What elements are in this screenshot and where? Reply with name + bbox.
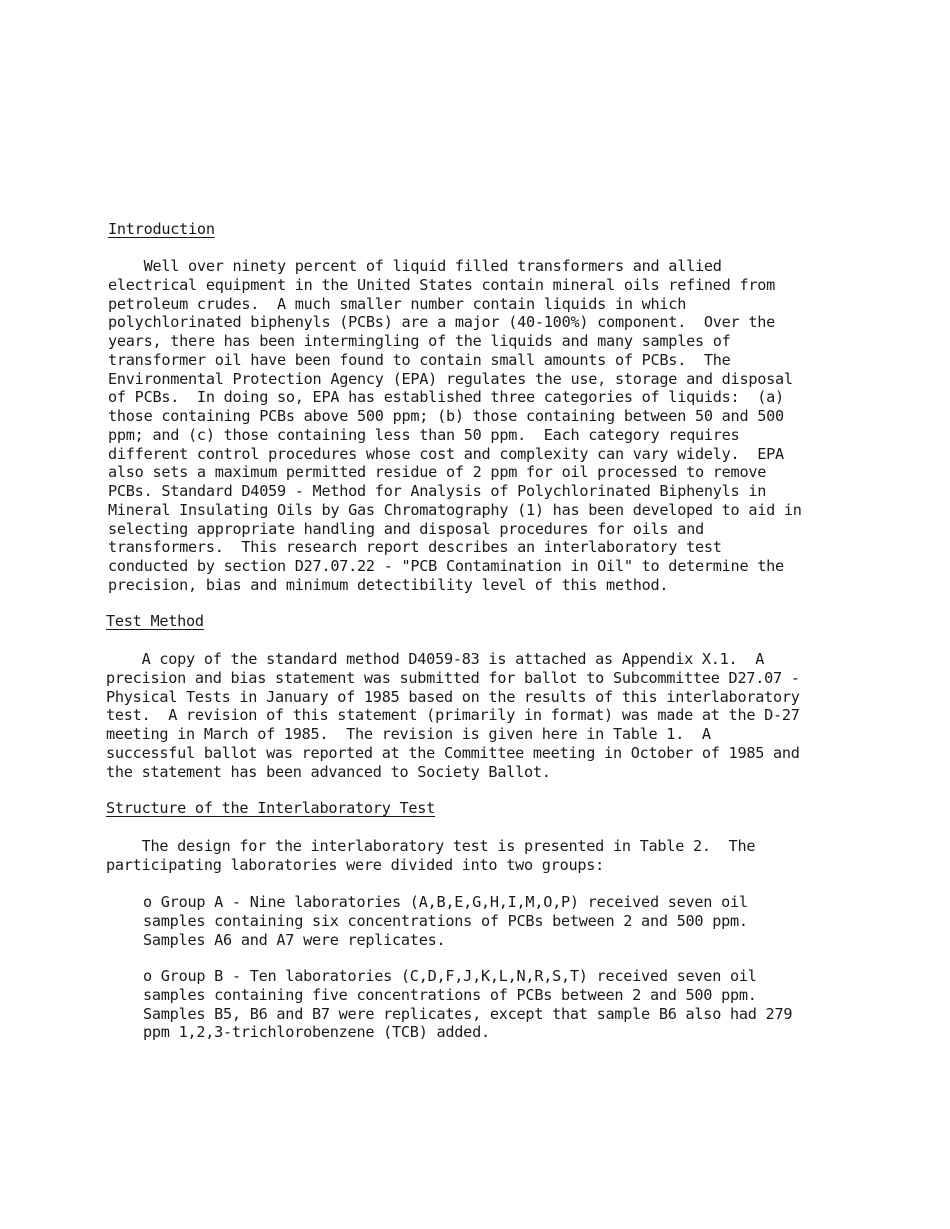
section-heading-test-method: Test Method [106,612,204,630]
paragraph-test-method: A copy of the standard method D4059-83 is attached as Appendix X.1. A precision and bias statement was submitted for ballot to Subcommittee D27.07 - Physical Tests in January of 1985 based on the results of this interlaboratory test. A revision of this statement (primarily in format) was made at the D-27 meeting in March of 1985. The revision is given here in Table 1. A successful ballot was reported at the Committee meeting in October of 1985 and the statement has been advanced to Society Ballot. [106,650,800,781]
list-item-group-a: o Group A - Nine laboratories (A,B,E,G,H,I,M,O,P) received seven oil samples containing six concentrations of PCBs between 2 and 500 ppm. Samples A6 and A7 were replicates. [143,893,748,949]
section-heading-structure: Structure of the Interlaboratory Test [106,799,436,817]
section-heading-introduction: Introduction [108,220,215,238]
paragraph-introduction: Well over ninety percent of liquid filled transformers and allied electrical equipment in the United States contain mineral oils refined from petroleum crudes. A much smaller number contain liquids in which polychlorinated biphenyls (PCBs) are a major (40-100%) component. Over the years, there has been intermingling of the liquids and many samples of transformer oil have been found to contain small amounts of PCBs. The Environmental Protection Agency (EPA) regulates the use, storage and disposal of PCBs. In doing so, EPA has established three categories of liquids: (a) those containing PCBs above 500 ppm; (b) those containing between 50 and 500 ppm; and (c) those containing less than 50 ppm. Each category requires different control procedures whose cost and complexity can vary widely. EPA also sets a maximum permitted residue of 2 ppm for oil processed to remove PCBs. Standard D4059 - Method for Analysis of Polychlorinated Biphenyls in Mineral Insulating Oils by Gas Chromatography (1) has been developed to aid in selecting appropriate handling and disposal procedures for oils and transformers. This research report describes an interlaboratory test conducted by section D27.07.22 - "PCB Contamination in Oil" to determine the precision, bias and minimum detectibility level of this method. [108,257,802,594]
paragraph-structure-intro: The design for the interlaboratory test is presented in Table 2. The participating laboratories were divided into two groups: [106,837,756,874]
list-item-group-b: o Group B - Ten laboratories (C,D,F,J,K,L,N,R,S,T) received seven oil samples containing five concentrations of PCBs between 2 and 500 ppm. Samples B5, B6 and B7 were replicates, except that sample B6 also had 279 ppm 1,2,3-trichlorobenzene (TCB) added. [143,967,793,1042]
